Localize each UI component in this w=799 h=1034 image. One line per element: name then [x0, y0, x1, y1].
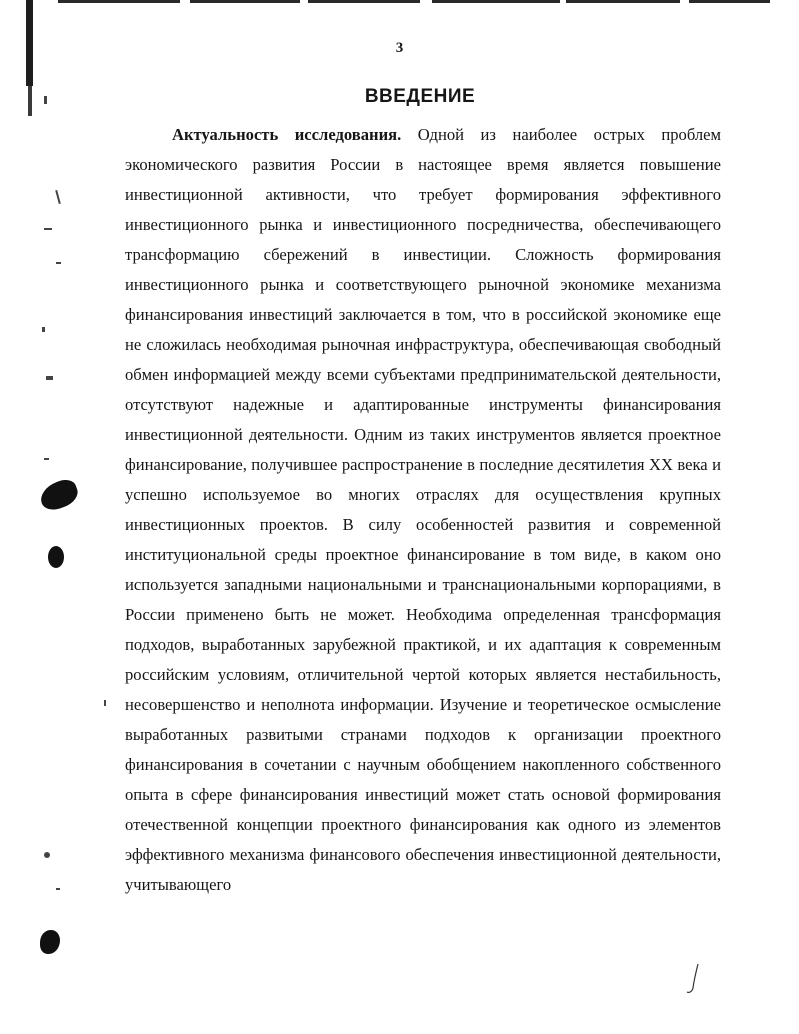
scan-speck	[55, 190, 61, 204]
scan-rule-gap	[180, 0, 190, 3]
scan-top-rule	[58, 0, 770, 3]
scan-rule-gap	[420, 0, 432, 3]
lead-phrase: Актуальность исследования.	[172, 125, 402, 144]
scan-ink-blot	[37, 476, 82, 513]
scan-speck	[42, 327, 45, 332]
scan-speck	[104, 700, 106, 706]
paragraph-text: Одной из наиболее острых проблем экономического развития России в настоящее время является повышение инвестиционной активности, что требует формирования эффективного инвестиционного рынка и инвестиционного посредничества, обеспечивающего трансформацию сбережений в инвестиции. Сложность формирования инвестиционного рынка и соответствующего рыночной экономике механизма финансирования инвестиций заключается в том, что в российской экономике еще не сложилась необходимая рыночная инфраструктура, обеспечивающая свободный обмен информацией между всеми субъектами предпринимательской деятельности, отсутствуют надежные и адаптированные инструменты финансирования инвестиционной деятельности. Одним из таких инструментов является проектное финансирование, получившее распространение в последние десятилетия XX века и успешно используемое во многих отраслях для осуществления крупных инвестиционных проектов. В силу особенностей развития и современной институциональной среды проектное финансирование в том виде, в каком оно используется западными национальными и транснациональными корпорациями, в России применено быть не может. Необходима определенная трансформация подходов, выработанных зарубежной практикой, и их адаптация к современным российским условиям, отличительной чертой которых является нестабильность, несовершенство и неполнота информации. Изучение и теоретическое осмысление выработанных развитыми странами подходов к организации проектного финансирования в сочетании с научным обобщением накопленного собственного опыта в сфере финансирования инвестиций может стать основой формирования отечественной концепции проектного финансирования как одного из элементов эффективного механизма финансового обеспечения инвестиционной деятельности, учитывающего	[125, 125, 722, 894]
scan-speck	[44, 458, 49, 460]
scan-speck	[46, 376, 53, 380]
body-paragraph	[125, 120, 721, 900]
scan-rule-gap	[680, 0, 689, 3]
scan-speck	[56, 888, 60, 890]
page-title: ВВЕДЕНИЕ	[364, 86, 476, 107]
scan-ink-blot	[40, 930, 60, 954]
pen-mark-icon	[684, 962, 708, 996]
scan-speck	[44, 852, 50, 858]
scan-ink-blot	[48, 546, 64, 568]
scan-rule-gap	[300, 0, 308, 3]
page-number: 3	[395, 40, 404, 56]
scan-rule-gap	[560, 0, 566, 3]
scan-speck	[56, 262, 61, 264]
scan-speck	[44, 228, 52, 230]
